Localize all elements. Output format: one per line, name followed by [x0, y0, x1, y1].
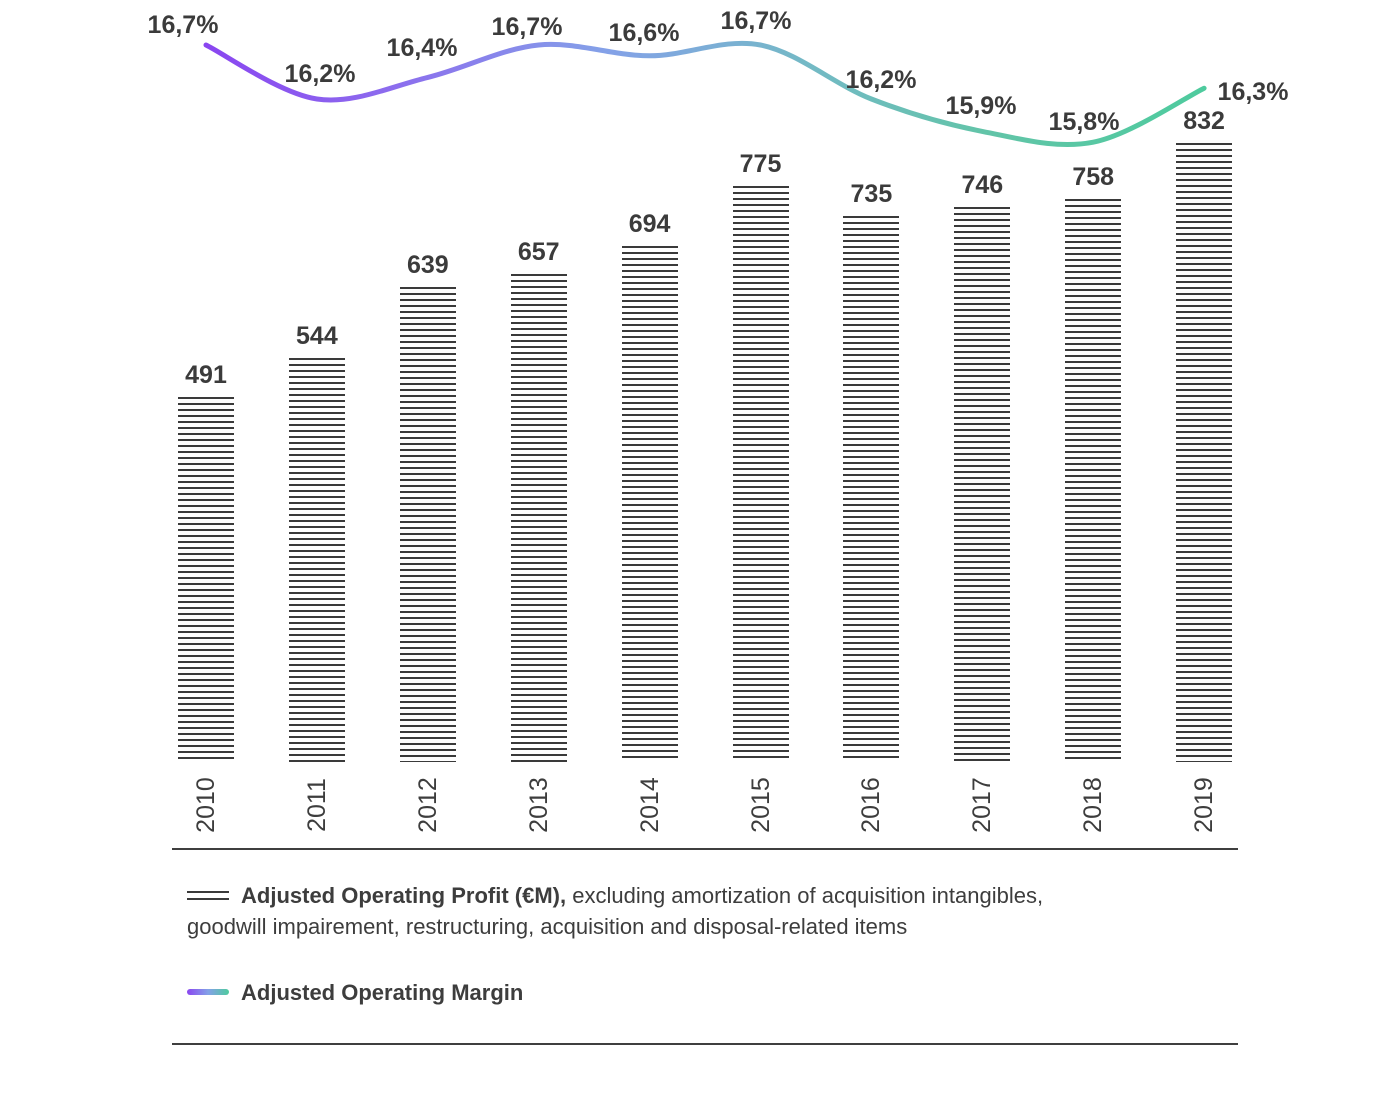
year-label: 2012 — [413, 777, 442, 833]
bar — [511, 274, 567, 762]
legend-profit-row — [187, 880, 1197, 942]
legend-profit-description: excluding amortization of acquisition intangibles, — [566, 883, 1044, 908]
margin-point-label: 16,7% — [720, 7, 792, 35]
bar-value-label: 694 — [628, 210, 671, 239]
bar-value-label: 544 — [296, 321, 338, 350]
margin-point-label: 16,3% — [1217, 78, 1289, 106]
year-label: 2017 — [968, 777, 997, 833]
bar — [954, 207, 1010, 762]
legend-margin-row — [187, 977, 1197, 1008]
year-label: 2013 — [524, 777, 553, 833]
year-label: 2011 — [302, 778, 331, 832]
legend-profit-description-line2: goodwill impairement, restructuring, acquisition and disposal-related items — [187, 914, 908, 939]
bar-value-label: 746 — [961, 171, 1004, 200]
x-axis-line — [172, 848, 1238, 850]
margin-point-label: 16,2% — [845, 66, 917, 94]
year-label: 2014 — [635, 777, 664, 833]
bar — [843, 216, 899, 762]
margin-point-label: 16,2% — [284, 60, 356, 88]
bar-value-label: 491 — [185, 360, 227, 389]
bar — [289, 358, 345, 762]
year-label: 2019 — [1190, 777, 1219, 833]
bar-value-label: 758 — [1072, 162, 1115, 191]
profit-hatch-swatch-icon — [187, 891, 229, 900]
year-label: 2015 — [746, 777, 775, 833]
margin-point-label: 16,7% — [491, 13, 563, 41]
margin-line-swatch-icon — [187, 989, 229, 995]
margin-point-label: 16,7% — [147, 11, 219, 39]
legend — [187, 880, 1197, 1008]
bar — [733, 186, 789, 762]
bar-value-label: 657 — [517, 237, 560, 266]
bar — [178, 397, 234, 762]
bar — [400, 287, 456, 762]
margin-point-label: 15,9% — [945, 92, 1017, 120]
bar — [1176, 143, 1232, 762]
year-label: 2010 — [192, 777, 220, 833]
year-label: 2016 — [857, 777, 886, 833]
margin-point-label: 15,8% — [1048, 108, 1120, 136]
legend-profit-label: Adjusted Operating Profit (€M), — [241, 883, 567, 908]
bar-value-label: 639 — [406, 250, 449, 279]
bar-value-label: 735 — [850, 179, 893, 208]
bottom-rule — [172, 1043, 1238, 1045]
bar-value-label: 775 — [739, 149, 782, 178]
margin-point-label: 16,4% — [386, 34, 458, 62]
margin-point-label: 16,6% — [608, 19, 680, 47]
bar — [1065, 199, 1121, 762]
legend-margin-label: Adjusted Operating Margin — [241, 980, 524, 1005]
bar-value-label: 832 — [1183, 107, 1225, 136]
bar — [622, 246, 678, 762]
year-label: 2018 — [1079, 777, 1108, 833]
